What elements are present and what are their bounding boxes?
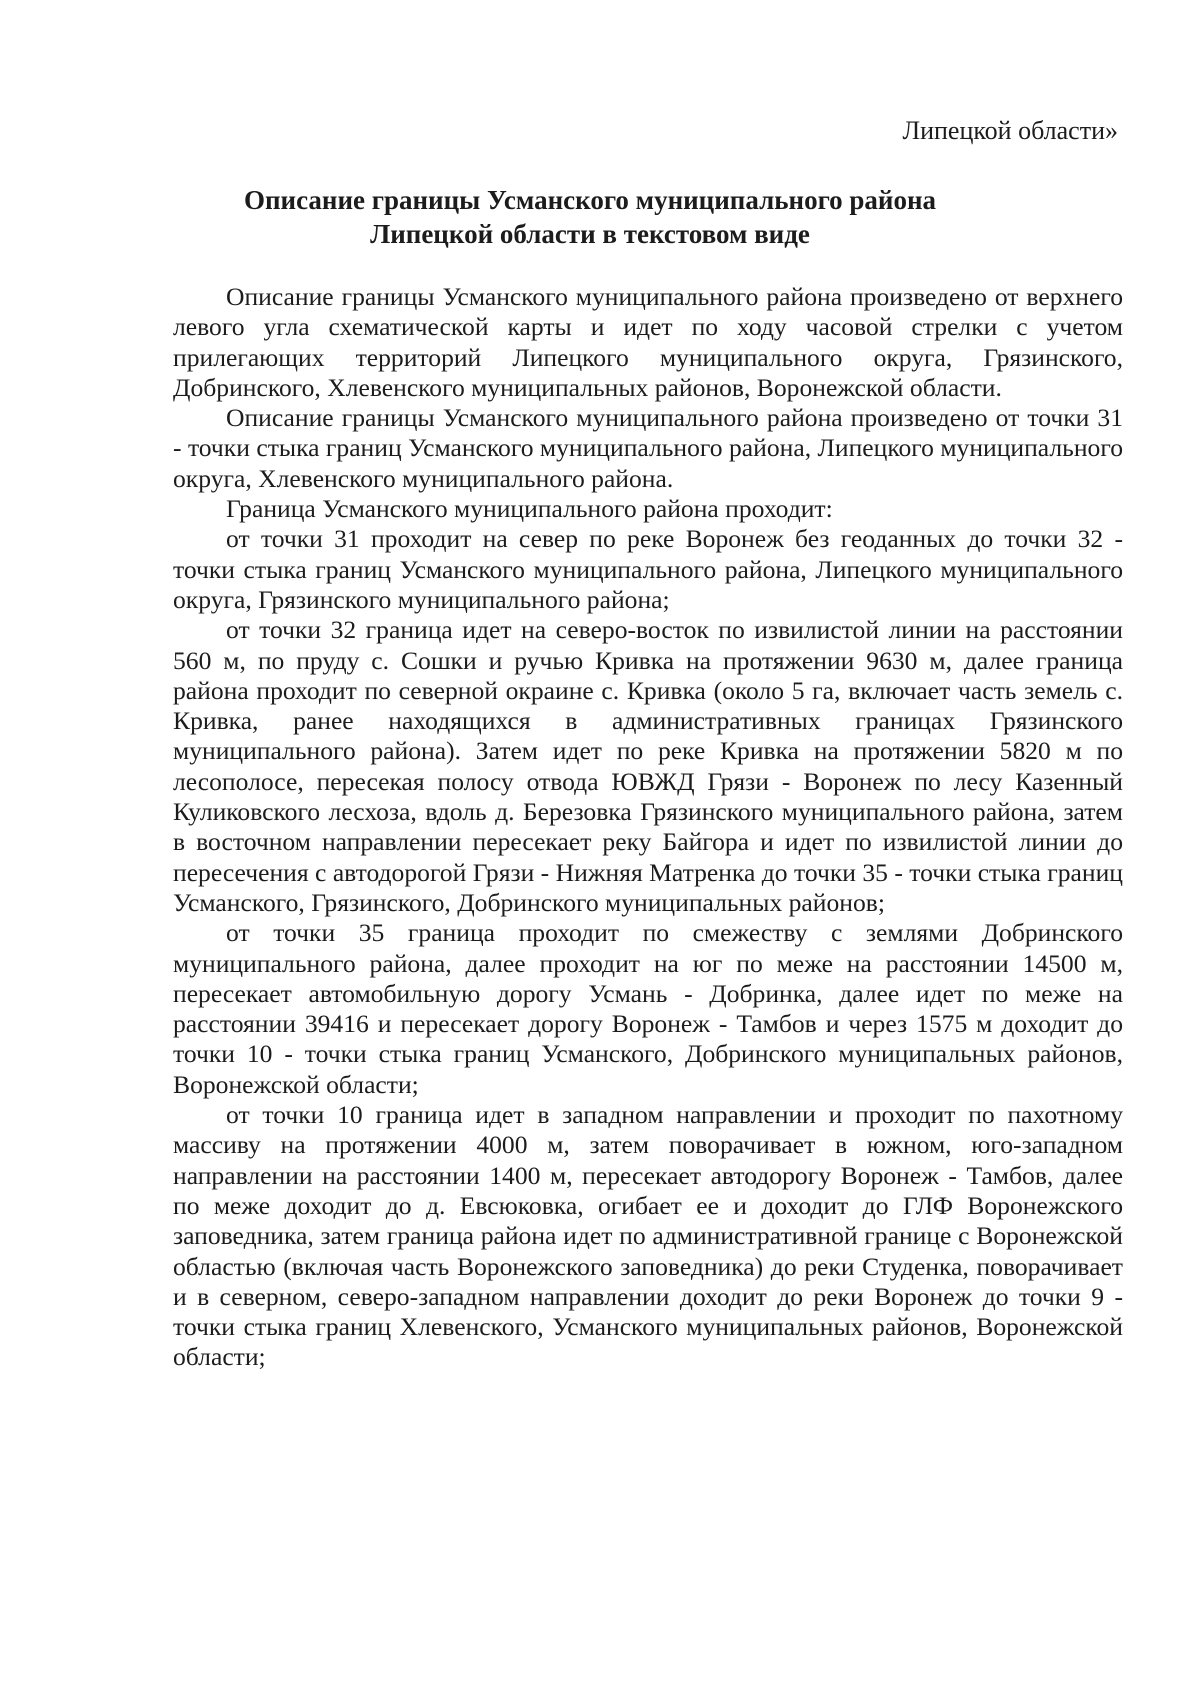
title-line-1: Описание границы Усманского муниципального района xyxy=(243,185,937,215)
paragraph-point-32: от точки 32 граница идет на северо-восток по извилистой линии на расстоянии 560 м, по пруду с. Сошки и ручью Кривка на протяжении 9630 м, далее граница района проходит по северной окраине с. Кривка (около 5 га, включает часть земель с. Кривка, ранее находящихся в административных границах Грязинского муниципального района). Затем идет по реке Кривка на протяжении 5820 м по лесополосе, пересекая полосу отвода ЮВЖД Грязи - Воронеж по лесу Казенный Куликовского лесхоза, вдоль д. Березовка Грязинского муниципального района, затем в восточном направлении пересекает реку Байгора и идет по извилистой линии до пересечения с автодорогой Грязи - Нижняя Матренка до точки 35 - точки стыка границ Усманского, Грязинского, Добринского муниципальных районов; xyxy=(173,615,1123,917)
paragraph-start-point: Описание границы Усманского муниципального района произведено от точки 31 - точки стыка границ Усманского муниципального района, Липецкого муниципального округа, Хлевенского муниципального района. xyxy=(173,403,1123,493)
document-title xyxy=(150,183,1030,251)
paragraph-point-31: от точки 31 проходит на север по реке Воронеж без геоданных до точки 32 - точки стыка границ Усманского муниципального района, Липецкого муниципального округа, Грязинского муниципального района; xyxy=(173,524,1123,614)
paragraph-point-35: от точки 35 граница проходит по смежеству с землями Добринского муниципального района, далее проходит на юг по меже на расстоянии 14500 м, пересекает автомобильную дорогу Усмань - Добринка, далее идет по меже на расстоянии 39416 и пересекает дорогу Воронеж - Тамбов и через 1575 м доходит до точки 10 - точки стыка границ Усманского, Добринского муниципальных районов, Воронежской области; xyxy=(173,918,1123,1099)
paragraph-point-10: от точки 10 граница идет в западном направлении и проходит по пахотному массиву на протяжении 4000 м, затем поворачивает в южном, юго-западном направлении на расстоянии 1400 м, пересекает автодорогу Воронеж - Тамбов, далее по меже доходит до д. Евсюковка, огибает ее и доходит до ГЛФ Воронежского заповедника, затем граница района идет по административной границе с Воронежской областью (включая часть Воронежского заповедника) до реки Студенка, поворачивает и в северном, северо-западном направлении доходит до реки Воронеж до точки 9 - точки стыка границ Хлевенского, Усманского муниципальных районов, Воронежской области; xyxy=(173,1100,1123,1372)
paragraph-intro: Описание границы Усманского муниципального района произведено от верхнего левого угла схематической карты и идет по ходу часовой стрелки с учетом прилегающих территорий Липецкого муниципального округа, Грязинского, Добринского, Хлевенского муниципальных районов, Воронежской области. xyxy=(173,282,1123,402)
document-body xyxy=(173,282,1123,1373)
paragraph-boundary-heading: Граница Усманского муниципального района проходит: xyxy=(226,494,833,524)
title-line-2: Липецкой области в текстовом виде xyxy=(370,219,810,249)
header-region-text: Липецкой области» xyxy=(902,116,1118,145)
